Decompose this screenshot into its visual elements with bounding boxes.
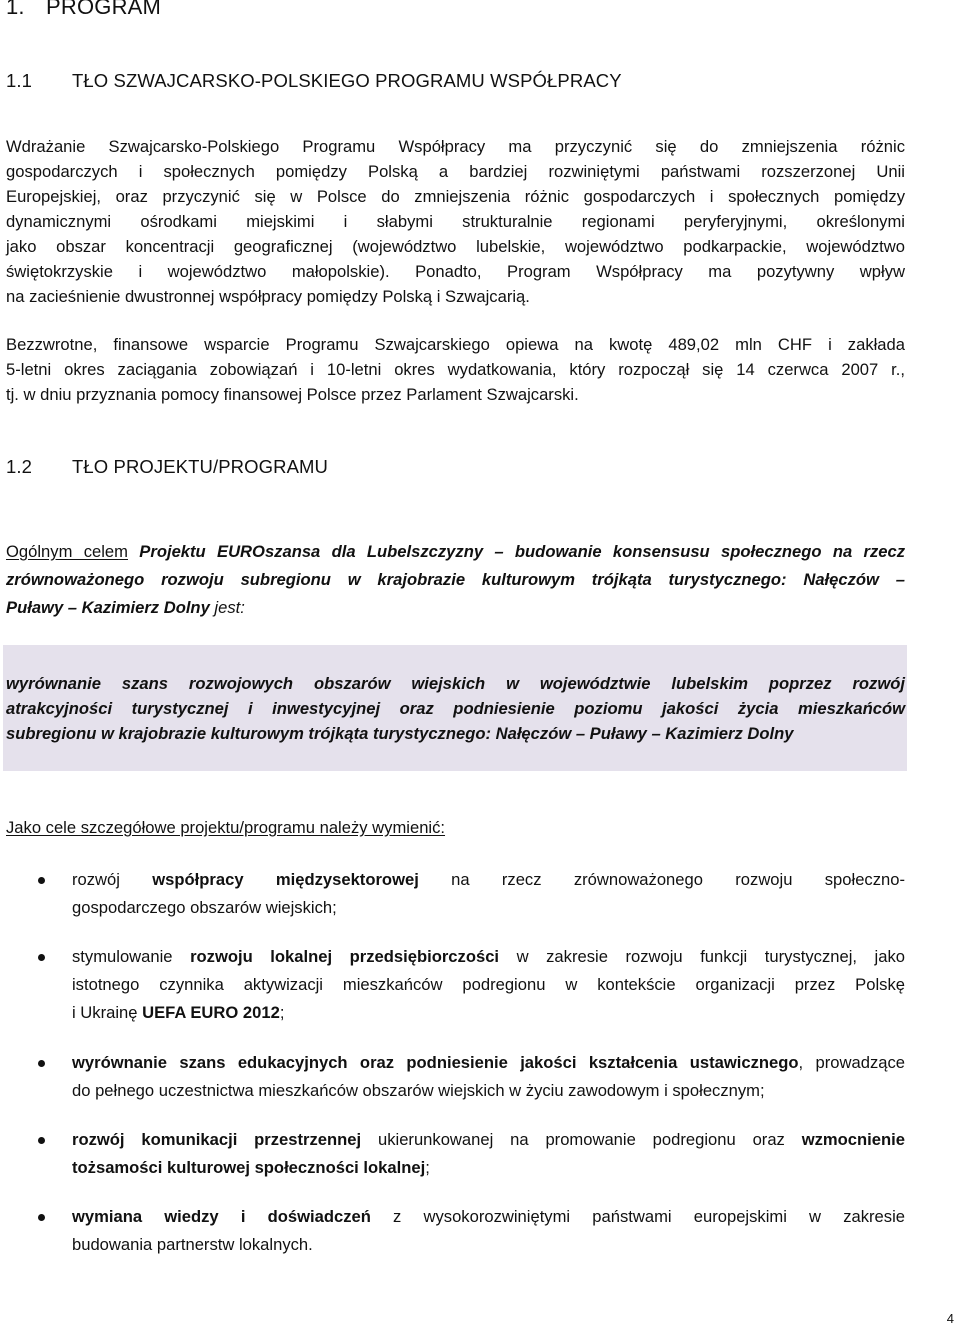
specific-objectives-heading: Jako cele szczegółowe projektu/programu należy wymienić:: [6, 818, 446, 837]
item-text: budowania partnerstw lokalnych.: [72, 1235, 313, 1254]
list-item: [72, 1126, 905, 1182]
text-line: dynamicznymi ośrodkami miejskimi i słabymi strukturalnie regionami peryferyjnymi, określonymi: [6, 212, 905, 231]
list-item: [72, 1203, 905, 1259]
text-line: Wdrażanie Szwajcarsko-Polskiego Programu Współpracy ma przyczynić się do zmniejszenia różnic: [6, 137, 905, 156]
item-bold: rozwój komunikacji przestrzennej: [72, 1130, 362, 1149]
paragraph-program-intro: [6, 134, 905, 309]
section-heading-1-1: [6, 70, 622, 92]
list-item: [72, 1049, 905, 1105]
item-text: do pełnego uczestnictwa mieszkańców obszarów wiejskich w życiu zawodowym i społecznym;: [72, 1081, 765, 1100]
objective-lead: Ogólnym celem: [6, 542, 128, 561]
item-bold: wyrównanie szans edukacyjnych oraz podniesienie jakości kształcenia ustawicznego: [72, 1053, 799, 1072]
objective-tail: jest:: [209, 598, 245, 617]
objective-project-name: Projektu EUROszansa dla Lubelszczyzny – budowanie konsensusu społecznego na rzecz: [139, 542, 905, 561]
item-bold: tożsamości kulturowej społeczności lokalnej: [72, 1158, 426, 1177]
section-title: TŁO PROJEKTU/PROGRAMU: [72, 456, 328, 477]
text-line: świętokrzyskie i województwo małopolskie). Ponadto, Program Współpracy ma pozytywny wpływ: [6, 262, 905, 281]
item-bold: współpracy międzysektorowej: [152, 870, 419, 889]
item-bold: wymiana wiedzy i doświadczeń: [72, 1207, 371, 1226]
bullet-icon: [38, 1137, 45, 1144]
objective-line-1: [6, 538, 905, 566]
general-objective: [6, 538, 905, 622]
goal-line: atrakcyjności turystycznej i inwestycyjnej oraz podniesienie poziomu jakości życia mieszkańców: [6, 699, 905, 718]
goal-line: wyrównanie szans rozwojowych obszarów wiejskich w województwie lubelskim poprzez rozwój: [6, 674, 905, 693]
text-line: tj. w dniu przyznania pomocy finansowej Polsce przez Parlament Szwajcarski.: [6, 385, 579, 404]
section-heading-1-2: [6, 456, 328, 478]
item-text: ;: [425, 1158, 430, 1177]
bullet-icon: [38, 877, 45, 884]
objective-places: Puławy – Kazimierz Dolny: [6, 598, 210, 617]
list-item: [72, 943, 905, 1027]
objective-line-3: [6, 594, 905, 622]
item-text: w zakresie rozwoju funkcji turystycznej, jako: [499, 947, 905, 966]
text-line: na zacieśnienie dwustronnej współpracy pomiędzy Polską i Szwajcarią.: [6, 287, 530, 306]
chapter-heading: [6, 0, 161, 20]
bullet-icon: [38, 1214, 45, 1221]
item-text: ;: [279, 1003, 285, 1022]
item-text: na rzecz zrównoważonego rozwoju społeczno-: [418, 870, 905, 889]
objective-line-2: [6, 566, 905, 594]
item-bold: wzmocnienie: [801, 1130, 905, 1149]
item-text: i Ukrainę: [72, 1003, 143, 1022]
goal-line: subregionu w krajobrazie kulturowym trójkąta turystycznego: Nałęczów – Puławy – Kazimierz Dolny: [6, 724, 794, 743]
item-bold: UEFA EURO 2012: [142, 1003, 280, 1022]
page-number: 4: [946, 1311, 954, 1326]
paragraph-funding: [6, 332, 905, 407]
section-number: 1.2: [6, 456, 33, 477]
goal-statement: [6, 671, 905, 746]
objective-text: zrównoważonego rozwoju subregionu w krajobrazie kulturowym trójkąta turystycznego: Nałęczów –: [6, 570, 905, 589]
item-text: z wysokorozwiniętymi państwami europejskimi w zakresie: [370, 1207, 905, 1226]
text-line: 5-letni okres zaciągania zobowiązań i 10-letni okres wydatkowania, który rozpoczął się 14 czerwca 2007 r.,: [6, 360, 905, 379]
chapter-title: PROGRAM: [46, 0, 162, 19]
chapter-number: 1.: [6, 0, 25, 19]
section-number: 1.1: [6, 70, 33, 91]
item-bold: rozwoju lokalnej przedsiębiorczości: [190, 947, 500, 966]
item-text: stymulowanie: [72, 947, 191, 966]
text-line: gospodarczych i społecznych pomiędzy Polską a bardziej rozwiniętymi państwami rozszerzonej Unii: [6, 162, 905, 181]
section-title: TŁO SZWAJCARSKO-POLSKIEGO PROGRAMU WSPÓŁPRACY: [72, 70, 622, 91]
item-text: istotnego czynnika aktywizacji mieszkańców podregionu w kontekście organizacji przez Polskę: [72, 975, 905, 994]
bullet-icon: [38, 1060, 45, 1067]
item-text: ukierunkowanej na promowanie podregionu oraz: [361, 1130, 802, 1149]
bullet-icon: [38, 954, 45, 961]
text-line: Europejskiej, oraz przyczynić się w Polsce do zmniejszenia różnic gospodarczych i społecznych pomiędzy: [6, 187, 905, 206]
text-line: jako obszar koncentracji geograficznej (województwo lubelskie, województwo podkarpackie, województwo: [6, 237, 905, 256]
item-text: rozwój: [72, 870, 153, 889]
item-text: gospodarczego obszarów wiejskich;: [72, 898, 337, 917]
list-item: [72, 866, 905, 922]
item-text: , prowadzące: [798, 1053, 905, 1072]
text-line: Bezzwrotne, finansowe wsparcie Programu Szwajcarskiego opiewa na kwotę 489,02 mln CHF i zakłada: [6, 335, 905, 354]
